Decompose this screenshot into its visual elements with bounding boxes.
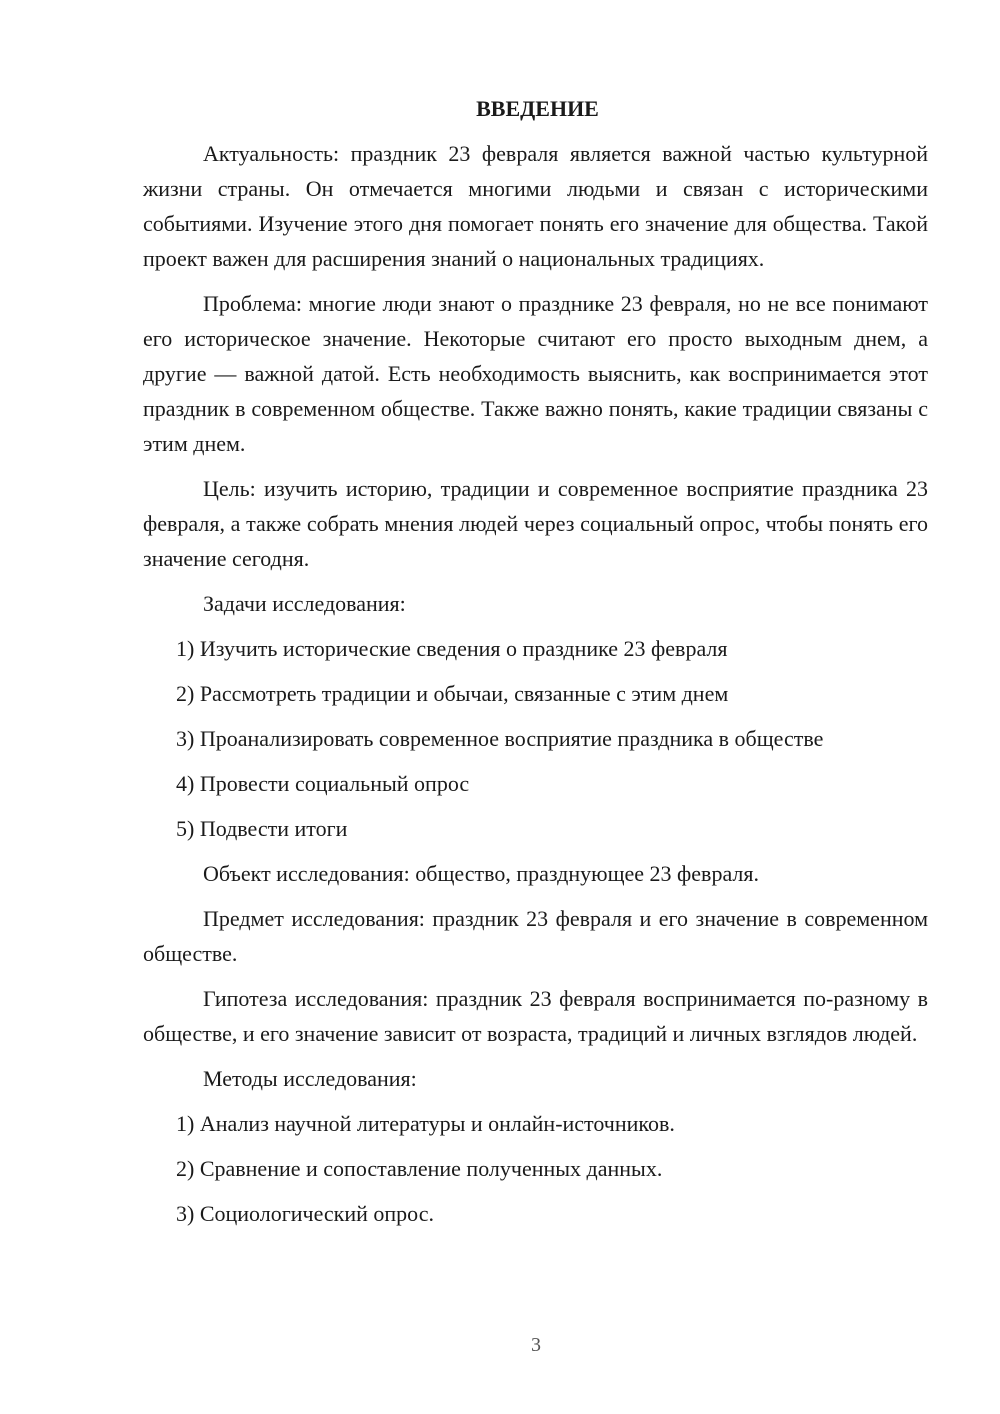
task-item: 1) Изучить исторические сведения о празднике 23 февраля <box>176 636 728 661</box>
tasks-list <box>143 631 928 846</box>
relevance-paragraph: Актуальность: праздник 23 февраля является важной частью культурной жизни страны. Он отмечается многими людьми и связан с историческими событиями. Изучение этого дня помогает понять его значение для общества. Такой проект важен для расширения знаний о национальных традициях. <box>143 141 928 271</box>
goal-paragraph: Цель: изучить историю, традиции и современное восприятие праздника 23 февраля, а также собрать мнения людей через социальный опрос, чтобы понять его значение сегодня. <box>143 476 928 571</box>
tasks-heading: Задачи исследования: <box>203 591 406 616</box>
object-paragraph: Объект исследования: общество, празднующее 23 февраля. <box>203 861 760 886</box>
methods-heading: Методы исследования: <box>203 1066 417 1091</box>
task-item: 5) Подвести итоги <box>176 816 348 841</box>
methods-list <box>143 1106 928 1231</box>
subject-paragraph: Предмет исследования: праздник 23 февраля и его значение в современном обществе. <box>143 906 928 966</box>
task-item: 4) Провести социальный опрос <box>176 771 470 796</box>
task-item: 2) Рассмотреть традиции и обычаи, связанные с этим днем <box>176 681 729 706</box>
method-item: 1) Анализ научной литературы и онлайн-источников. <box>176 1111 675 1136</box>
method-item: 2) Сравнение и сопоставление полученных данных. <box>176 1156 663 1181</box>
problem-paragraph: Проблема: многие люди знают о празднике 23 февраля, но не все понимают его историческое значение. Некоторые считают его просто выходным днем, а другие — важной датой. Есть необходимость выяснить, как воспринимается этот праздник в современном обществе. Также важно понять, какие традиции связаны с этим днем. <box>143 291 928 456</box>
section-title: ВВЕДЕНИЕ <box>476 96 599 121</box>
hypothesis-paragraph: Гипотеза исследования: праздник 23 февраля воспринимается по-разному в обществе, и его значение зависит от возраста, традиций и личных взглядов людей. <box>143 986 928 1046</box>
method-item: 3) Социологический опрос. <box>176 1201 434 1226</box>
page-number: 3 <box>531 1334 541 1356</box>
task-item: 3) Проанализировать современное восприятие праздника в обществе <box>176 726 824 751</box>
